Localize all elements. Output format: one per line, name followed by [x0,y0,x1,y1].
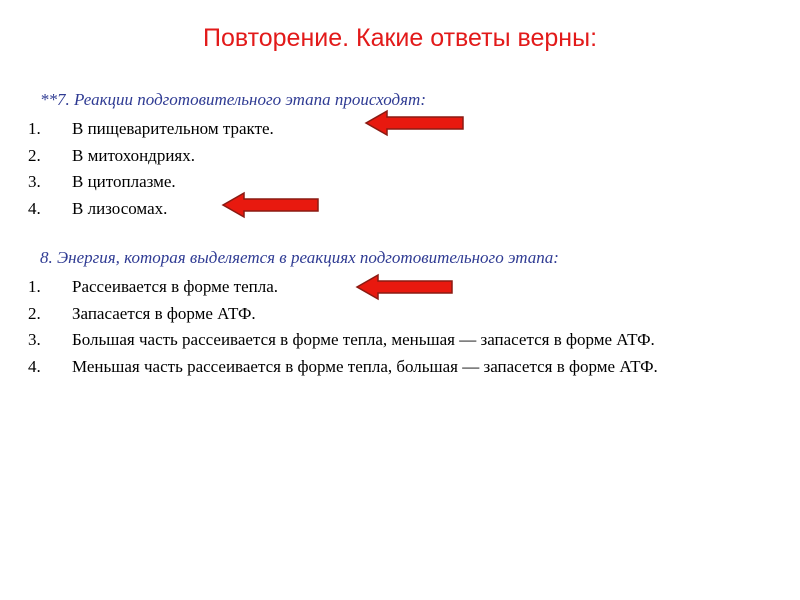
answer-number: 4. [28,198,41,218]
answer-text: Большая часть рассеивается в форме тепла, меньшая — запасется в форме АТФ. [72,330,655,349]
answer-text: В цитоплазме. [72,172,176,191]
answer-item [0,301,760,328]
answer-number: 2. [28,303,41,323]
answer-item [0,169,760,196]
question-8-text: 8. Энергия, которая выделяется в реакциях подготовительного этапа: [40,248,559,267]
answer-text: В митохондриях. [72,145,195,165]
page-title: Повторение. Какие ответы верны: [202,24,598,52]
answer-number: 1. [28,277,41,296]
answer-item [0,354,760,381]
answer-text: В пищеварительном тракте. [72,119,274,138]
left-arrow-icon [364,109,466,137]
answer-number: 4. [28,356,41,376]
answer-item [0,196,760,223]
answer-text: Меньшая часть рассеивается в форме тепла, большая — запасется в форме АТФ. [72,356,658,376]
answer-number: 2. [28,145,41,165]
left-arrow-icon [355,273,455,301]
answer-text: В лизосомах. [72,198,168,218]
answer-text: Запасается в форме АТФ. [72,303,256,323]
answer-number: 1. [28,119,41,138]
left-arrow-icon [221,191,321,219]
answer-number: 3. [28,172,41,191]
question-7-text: **7. Реакции подготовительного этапа происходят: [40,90,426,109]
answer-number: 3. [28,330,41,349]
answer-text: Рассеивается в форме тепла. [72,277,279,296]
answer-item [0,327,760,354]
answer-item [0,143,760,170]
